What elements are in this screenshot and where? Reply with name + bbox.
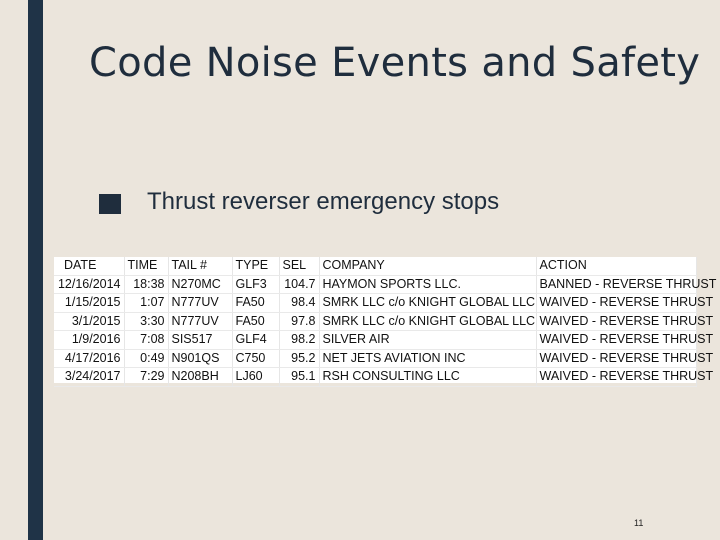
noise-events-table [54, 257, 717, 383]
cell-date: 3/24/2017 [54, 368, 124, 387]
page-number: 11 [634, 518, 644, 528]
cell-company: NET JETS AVIATION INC [319, 349, 536, 368]
header-company: COMPANY [319, 257, 536, 275]
header-type: TYPE [232, 257, 279, 275]
cell-time: 7:29 [124, 368, 168, 387]
header-action: ACTION [536, 257, 696, 275]
cell-tail: SIS517 [168, 331, 232, 350]
cell-action: WAIVED - REVERSE THRUST [536, 368, 696, 387]
cell-type: LJ60 [232, 368, 279, 387]
cell-company: RSH CONSULTING LLC [319, 368, 536, 387]
table-row [54, 368, 696, 387]
cell-action: WAIVED - REVERSE THRUST [536, 312, 696, 331]
cell-tail: N777UV [168, 294, 232, 313]
cell-sel: 95.2 [279, 349, 319, 368]
bullet-square-icon [99, 194, 121, 214]
cell-tail: N901QS [168, 349, 232, 368]
cell-action: WAIVED - REVERSE THRUST [536, 294, 696, 313]
cell-company: SMRK LLC c/o KNIGHT GLOBAL LLC [319, 312, 536, 331]
cell-type: GLF3 [232, 275, 279, 294]
cell-type: C750 [232, 349, 279, 368]
slide-title: Code Noise Events and Safety [89, 40, 701, 86]
header-tail: TAIL # [168, 257, 232, 275]
table-row [54, 294, 696, 313]
cell-sel: 98.4 [279, 294, 319, 313]
cell-company: HAYMON SPORTS LLC. [319, 275, 536, 294]
cell-tail: N208BH [168, 368, 232, 387]
header-sel: SEL [279, 257, 319, 275]
cell-type: FA50 [232, 294, 279, 313]
cell-sel: 104.7 [279, 275, 319, 294]
cell-date: 3/1/2015 [54, 312, 124, 331]
cell-action: BANNED - REVERSE THRUST [536, 275, 696, 294]
header-time: TIME [124, 257, 168, 275]
cell-time: 3:30 [124, 312, 168, 331]
cell-tail: N270MC [168, 275, 232, 294]
cell-company: SILVER AIR [319, 331, 536, 350]
table-row [54, 275, 696, 294]
cell-date: 4/17/2016 [54, 349, 124, 368]
table-header-row [54, 257, 696, 275]
cell-action: WAIVED - REVERSE THRUST [536, 349, 696, 368]
left-accent-bar [28, 0, 43, 540]
cell-time: 1:07 [124, 294, 168, 313]
cell-sel: 97.8 [279, 312, 319, 331]
cell-date: 1/15/2015 [54, 294, 124, 313]
cell-tail: N777UV [168, 312, 232, 331]
cell-type: GLF4 [232, 331, 279, 350]
cell-sel: 95.1 [279, 368, 319, 387]
header-date: DATE [54, 257, 124, 275]
cell-date: 1/9/2016 [54, 331, 124, 350]
cell-time: 0:49 [124, 349, 168, 368]
bullet-text: Thrust reverser emergency stops [147, 188, 500, 215]
cell-time: 7:08 [124, 331, 168, 350]
cell-action: WAIVED - REVERSE THRUST [536, 331, 696, 350]
cell-sel: 98.2 [279, 331, 319, 350]
table-row [54, 331, 696, 350]
table-row [54, 312, 696, 331]
cell-type: FA50 [232, 312, 279, 331]
table-row [54, 349, 696, 368]
cell-company: SMRK LLC c/o KNIGHT GLOBAL LLC [319, 294, 536, 313]
cell-time: 18:38 [124, 275, 168, 294]
cell-date: 12/16/2014 [54, 275, 124, 294]
